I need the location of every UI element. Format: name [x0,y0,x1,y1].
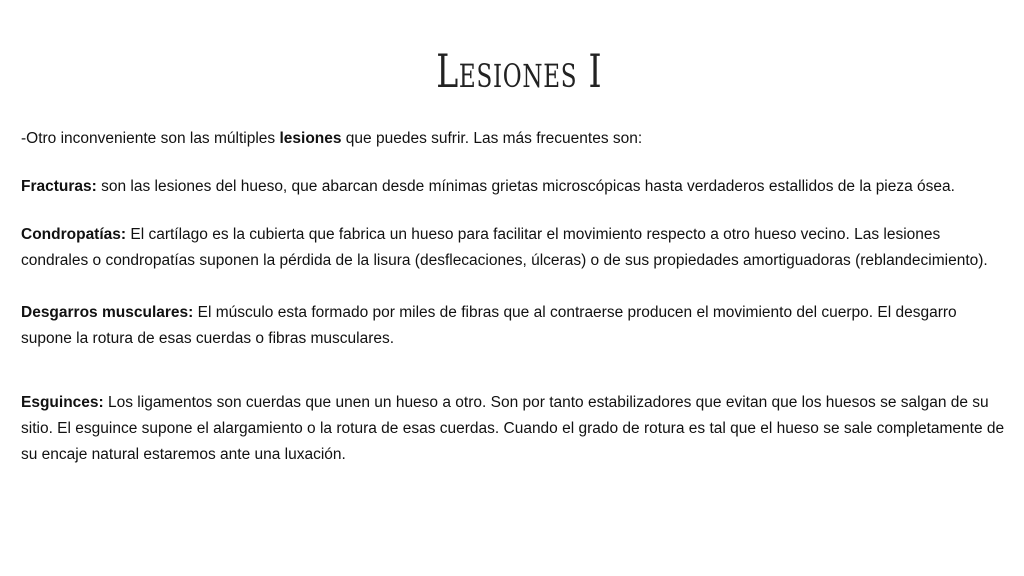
slide-body [21,126,1011,468]
intro-text-end: que puedes sufrir. Las más frecuentes son: [341,130,643,147]
desgarros-text: El músculo esta formado por miles de fibras que al contraerse producen el movimiento del cuerpo. El desgarro supone la rotura de esas cuerdas o fibras musculares. [21,304,957,347]
esguinces-term: Esguinces: [21,394,104,411]
condropatias-term: Condropatías: [21,226,127,243]
condropatias-text: El cartílago es la cubierta que fabrica un hueso para facilitar el movimiento respecto a otro hueso vecino. Las lesiones condrales o condropatías suponen la pérdida de la lisura (desflecaciones, úlceras) o de sus propiedades amortiguadoras (reblandecimiento). [21,226,988,269]
desgarros-paragraph [21,300,1011,352]
intro-text-start: -Otro inconveniente son las múltiples [21,130,280,147]
condropatias-paragraph [21,222,1011,274]
esguinces-text: Los ligamentos son cuerdas que unen un hueso a otro. Son por tanto estabilizadores que evitan que los huesos se salgan de su sitio. El esguince supone el alargamiento o la rotura de esas cuerdas. Cuando el grado de rotura es tal que el hueso se sale completamente de su encaje natural estaremos ante una luxación. [21,394,1005,463]
slide-title: Lesiones I [436,44,603,98]
esguinces-paragraph [21,390,1011,468]
intro-paragraph [21,126,1011,152]
desgarros-term: Desgarros musculares: [21,304,194,321]
fracturas-paragraph [21,174,1011,200]
fracturas-text: son las lesiones del hueso, que abarcan desde mínimas grietas microscópicas hasta verdaderos estallidos de la pieza ósea. [96,178,955,195]
intro-bold-term: lesiones [279,130,342,147]
fracturas-term: Fracturas: [21,178,97,195]
